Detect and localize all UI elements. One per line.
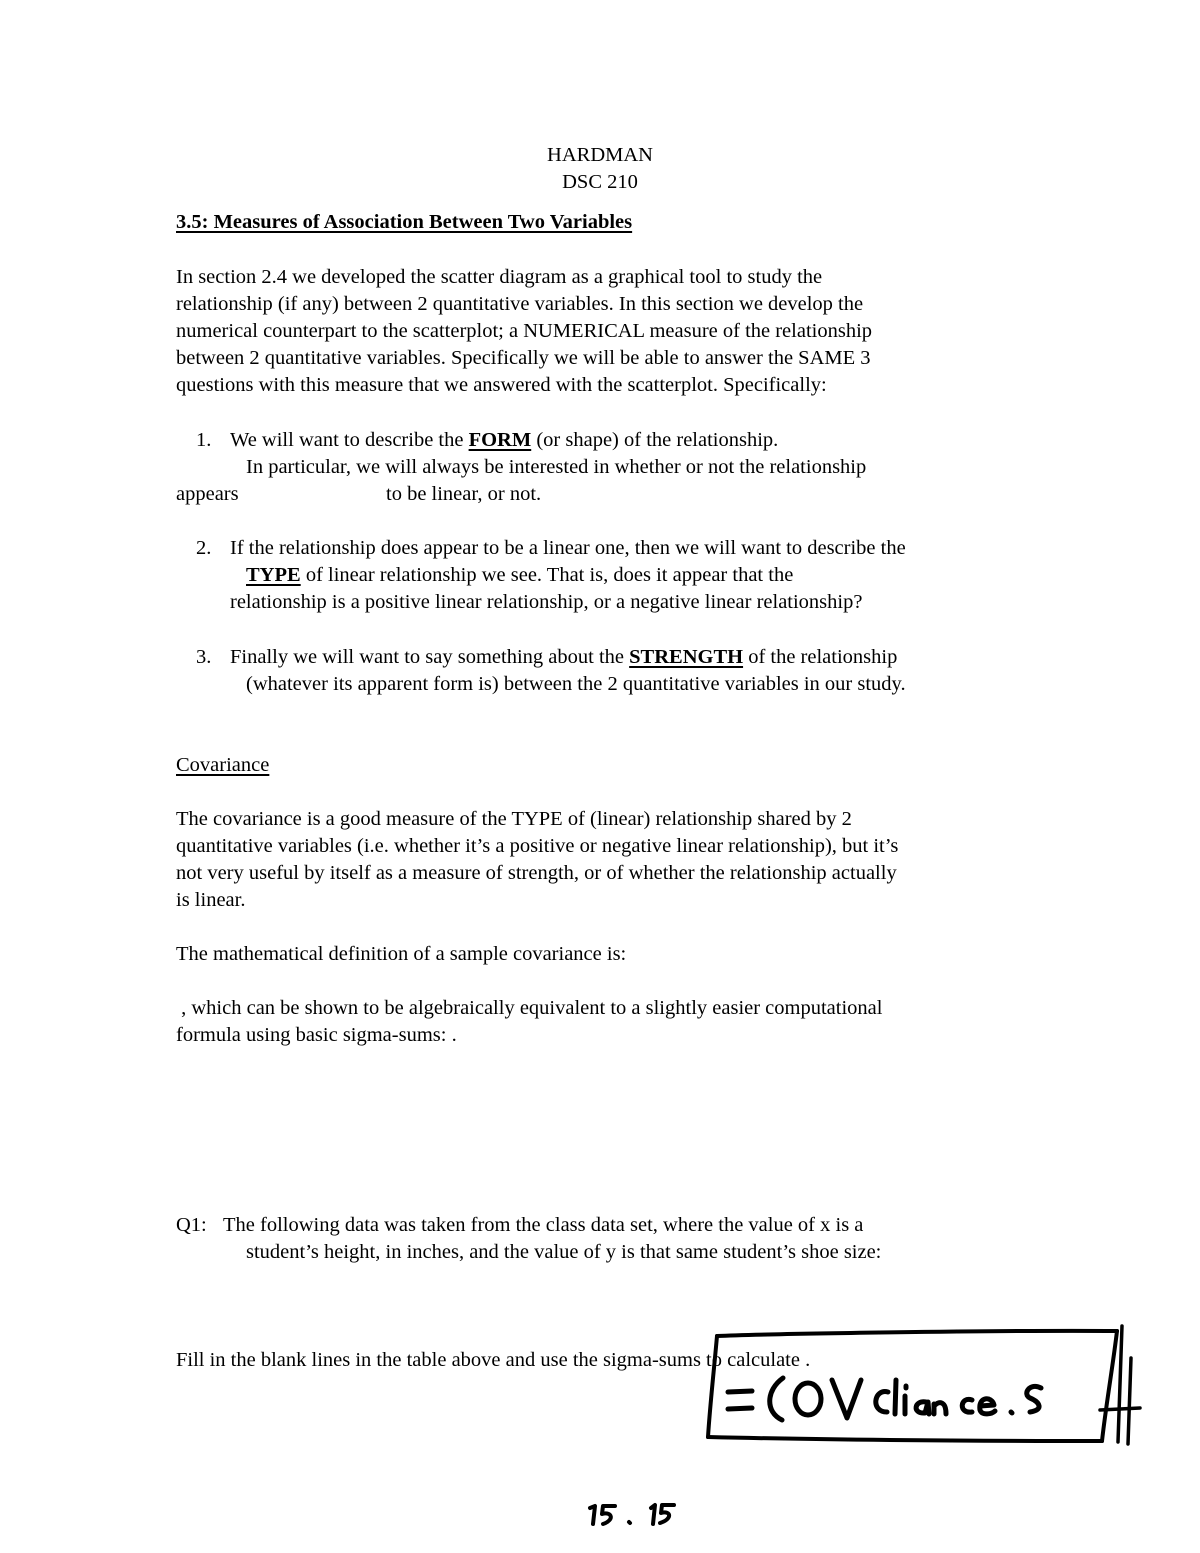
course-code: DSC 210 (562, 171, 638, 193)
handwritten-hash (1100, 1326, 1140, 1444)
question-label: Q1: (176, 1214, 207, 1236)
item-text: We will want to describe the (230, 429, 469, 451)
intro-line: numerical counterpart to the scatterplot; a NUMERICAL measure of the relationship (176, 320, 873, 342)
question-line: The following data was taken from the class data set, where the value of x is a (223, 1214, 864, 1236)
section-title: 3.5: Measures of Association Between Two Variables (176, 211, 633, 233)
covariance-heading: Covariance (176, 754, 270, 776)
question-line: student’s height, in inches, and the value of y is that same student’s shoe size: (246, 1241, 882, 1263)
item-text: of the relationship (743, 646, 898, 668)
item-number: 1. (196, 429, 212, 451)
handwritten-result (590, 1505, 674, 1524)
intro-line: questions with this measure that we answered with the scatterplot. Specifically: (176, 374, 827, 396)
intro-line: relationship (if any) between 2 quantitative variables. In this section we develop the (176, 293, 864, 315)
fill-in-instruction: Fill in the blank lines in the table above and use the sigma-sums to calculate . (176, 1349, 811, 1371)
paragraph-line: is linear. (176, 889, 246, 911)
paragraph-line: not very useful by itself as a measure of strength, or of whether the relationship actually (176, 862, 897, 884)
intro-line: between 2 quantitative variables. Specifically we will be able to answer the SAME 3 (176, 347, 871, 369)
handwritten-formula (728, 1378, 1041, 1420)
item-number: 3. (196, 646, 212, 668)
item-line: If the relationship does appear to be a linear one, then we will want to describe the (230, 537, 906, 559)
item-line: (whatever its apparent form is) between the 2 quantitative variables in our study. (246, 673, 906, 695)
item-text: (or shape) of the relationship. (531, 429, 779, 451)
handwritten-box (708, 1331, 1117, 1441)
keyword-form: FORM (468, 429, 532, 451)
item-text: of linear relationship we see. That is, does it appear that the (300, 564, 794, 586)
keyword-strength: STRENGTH (629, 646, 744, 668)
item-line: relationship is a positive linear relationship, or a negative linear relationship? (230, 591, 863, 613)
item-text: Finally we will want to say something about the (230, 646, 630, 668)
paragraph-line: quantitative variables (i.e. whether it’s a positive or negative linear relationship), but it’s (176, 835, 899, 857)
intro-line: In section 2.4 we developed the scatter diagram as a graphical tool to study the (176, 266, 823, 288)
author-name: HARDMAN (547, 144, 653, 166)
definition-line: The mathematical definition of a sample covariance is: (176, 943, 627, 965)
item-line: In particular, we will always be interested in whether or not the relationship (246, 456, 867, 478)
equivalence-line: , which can be shown to be algebraically equivalent to a slightly easier computational (176, 997, 883, 1019)
equivalence-line: formula using basic sigma-sums: . (176, 1024, 457, 1046)
item-line: to be linear, or not. (386, 483, 542, 505)
keyword-type: TYPE (246, 564, 301, 586)
item-number: 2. (196, 537, 212, 559)
paragraph-line: The covariance is a good measure of the TYPE of (linear) relationship shared by 2 (176, 808, 852, 830)
item-line: appears (176, 483, 239, 505)
